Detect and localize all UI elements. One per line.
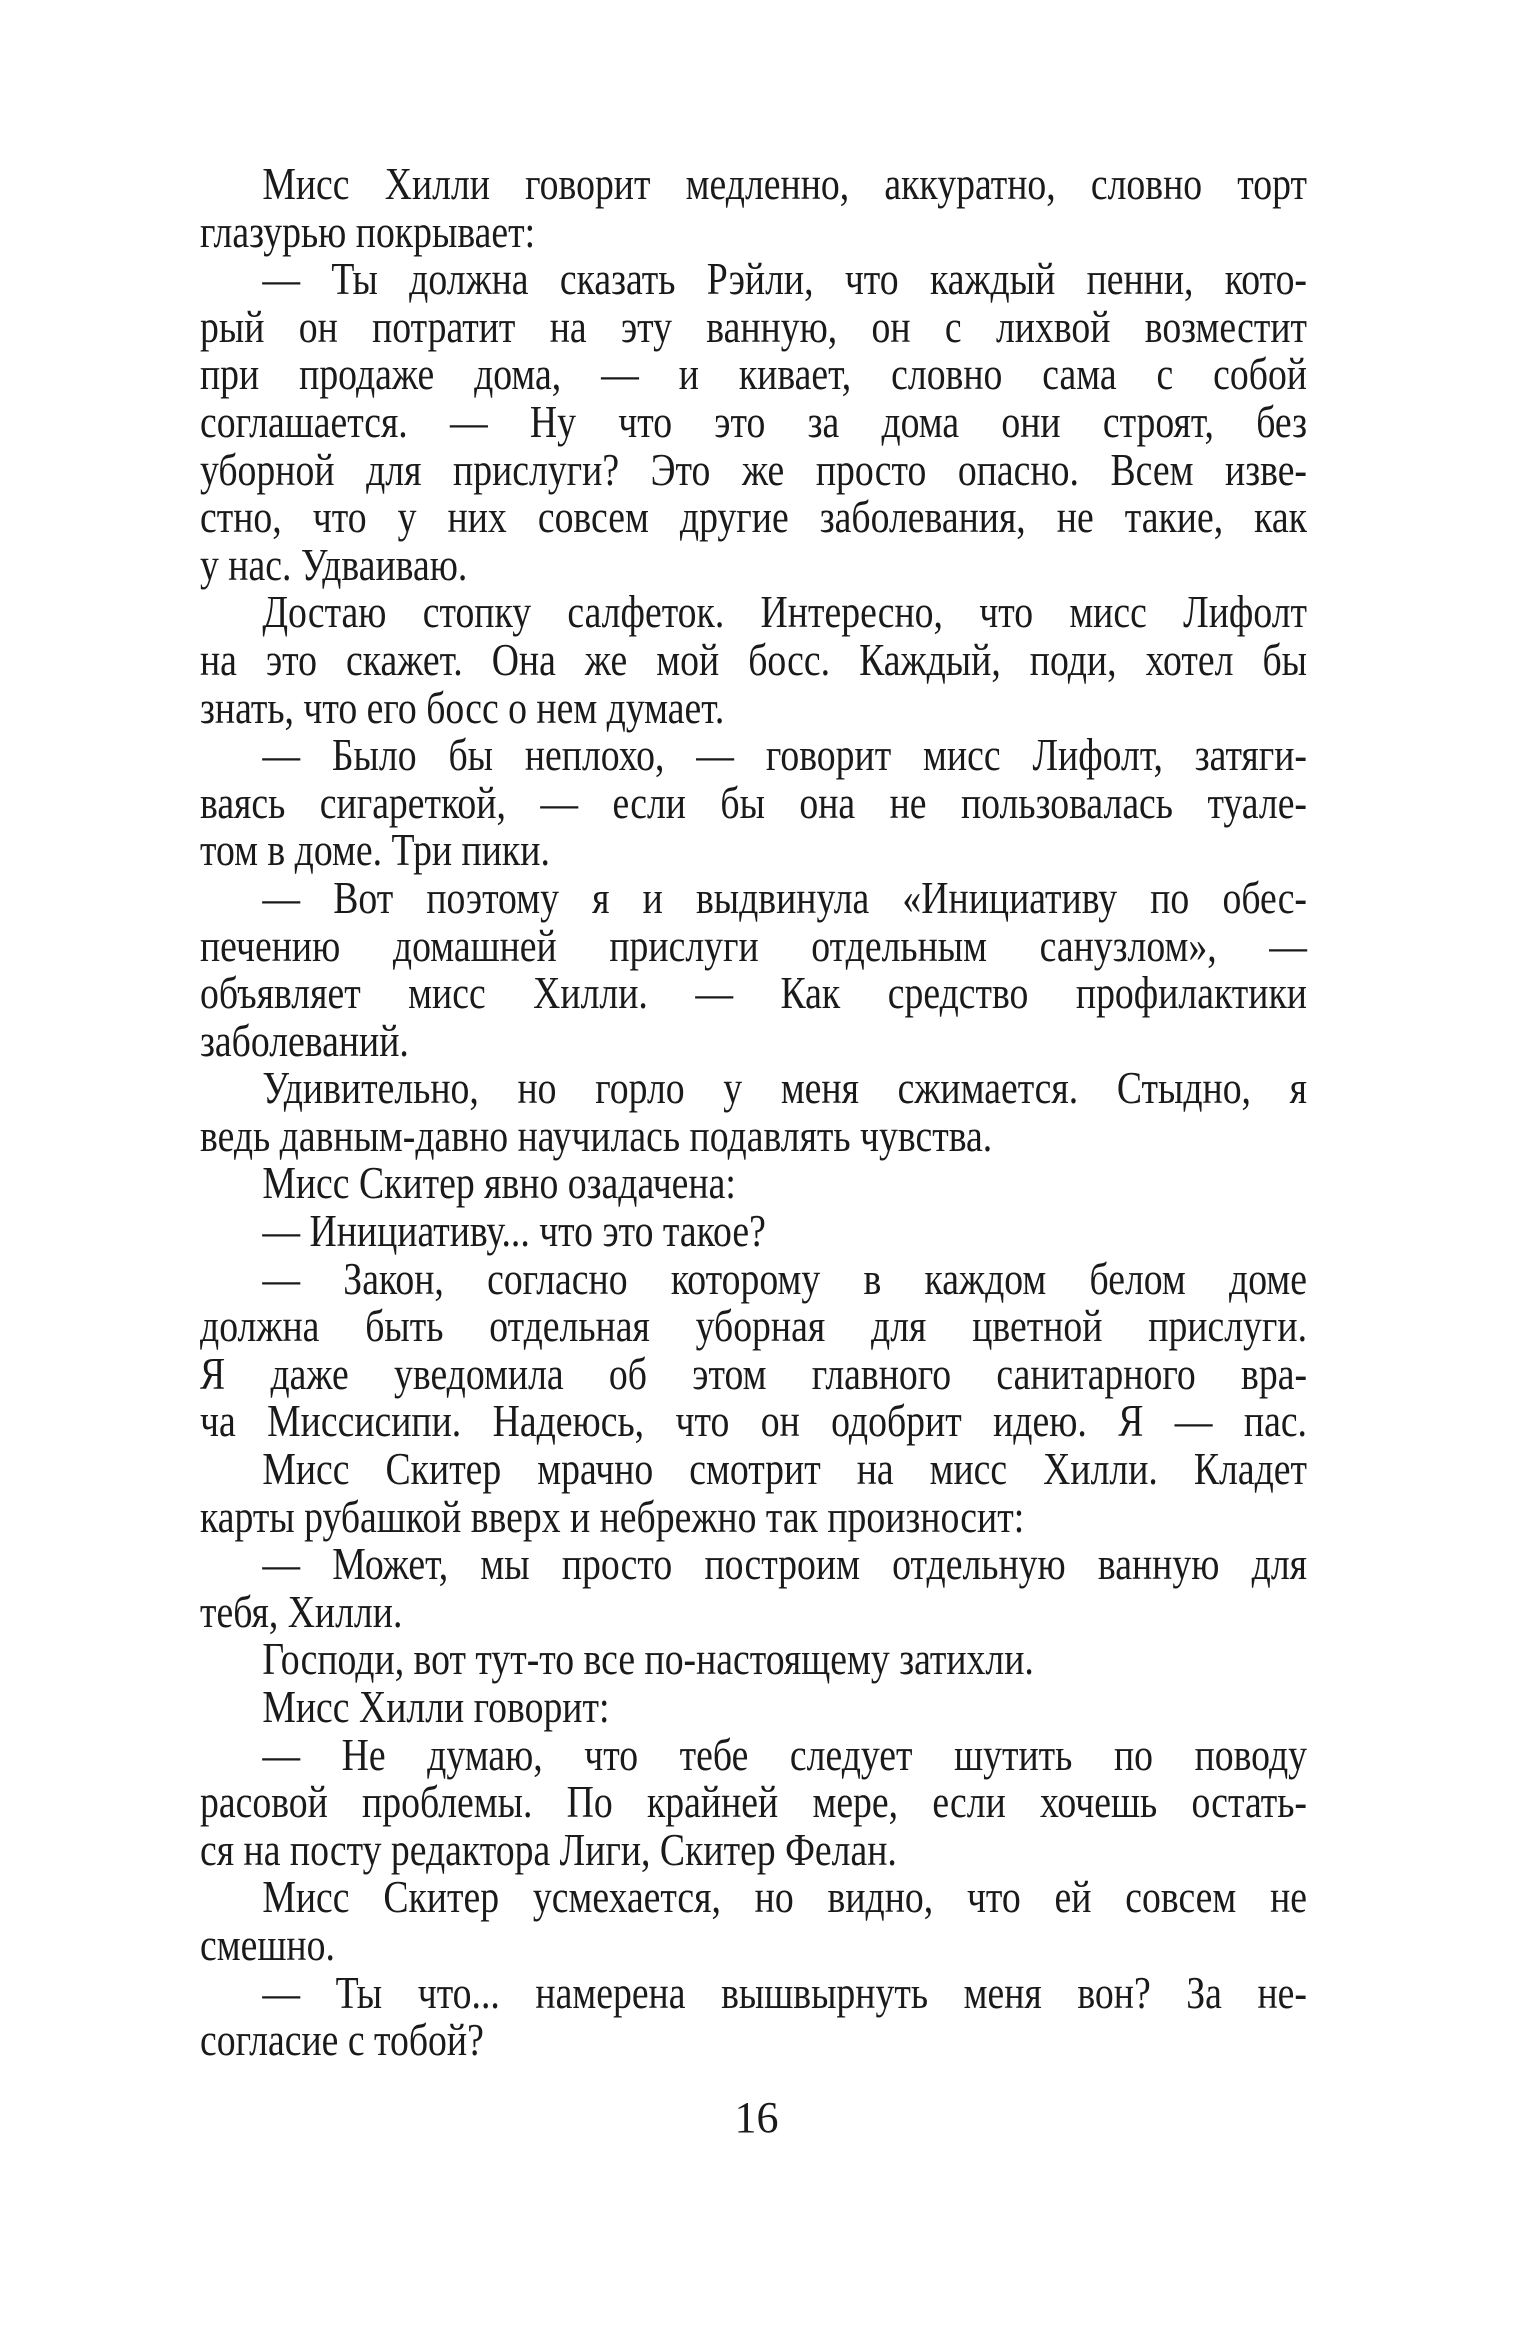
text-line: — Ты должна сказать Рэйли, что каждый пенни, кото- xyxy=(262,253,1307,305)
text-line: тебя, Хилли. xyxy=(200,1585,403,1637)
text-line: ся на посту редактора Лиги, Скитер Фелан. xyxy=(200,1823,897,1875)
page-number: 16 xyxy=(734,2093,779,2142)
text-line: Мисс Скитер явно озадачена: xyxy=(262,1157,736,1209)
text-line: глазурью покрывает: xyxy=(200,205,536,257)
text-line: ваясь сигареткой, — если бы она не пользовалась туале- xyxy=(200,776,1307,828)
text-line: расовой проблемы. По крайней мере, если хочешь остать- xyxy=(200,1776,1307,1828)
text-line: печению домашней прислуги отдельным санузлом», — xyxy=(200,919,1307,971)
text-line: заболеваний. xyxy=(200,1014,409,1066)
text-line: Мисс Хилли говорит: xyxy=(262,1681,610,1732)
text-line: ведь давным-давно научилась подавлять чувства. xyxy=(200,1109,993,1161)
text-line: Я даже уведомила об этом главного санитарного вра- xyxy=(200,1347,1307,1399)
text-line: — Закон, согласно которому в каждом белом доме xyxy=(262,1252,1307,1304)
text-line: соглашается. — Ну что это за дома они строят, без xyxy=(200,395,1307,447)
text-line: смешно. xyxy=(200,1918,335,1970)
text-line: карты рубашкой вверх и небрежно так произносит: xyxy=(200,1490,1025,1542)
text-line: — Вот поэтому я и выдвинула «Инициативу по обес- xyxy=(262,871,1307,923)
text-line: Мисс Скитер мрачно смотрит на мисс Хилли. Кладет xyxy=(262,1443,1307,1495)
text-line: должна быть отдельная уборная для цветной прислуги. xyxy=(200,1300,1307,1352)
text-line: согласие с тобой? xyxy=(200,2014,484,2066)
text-line: на это скажет. Она же мой босс. Каждый, поди, хотел бы xyxy=(200,633,1307,685)
text-line: знать, что его босс о нем думает. xyxy=(200,681,725,733)
text-line: Господи, вот тут-то все по-настоящему затихли. xyxy=(262,1633,1034,1685)
body-text xyxy=(200,160,1307,2064)
text-line: — Инициативу... что это такое? xyxy=(262,1205,766,1257)
text-line: Достаю стопку салфеток. Интересно, что мисс Лифолт xyxy=(262,586,1307,638)
text-line: — Не думаю, что тебе следует шутить по поводу xyxy=(262,1728,1307,1780)
text-line: уборной для прислуги? Это же просто опасно. Всем изве- xyxy=(200,443,1307,495)
text-line: Мисс Скитер усмехается, но видно, что ей совсем не xyxy=(262,1871,1307,1923)
text-line: рый он потратит на эту ванную, он с лихвой возместит xyxy=(200,300,1307,352)
text-line: при продаже дома, — и кивает, словно сама с собой xyxy=(200,348,1307,400)
text-line: том в доме. Три пики. xyxy=(200,824,550,876)
text-line: стно, что у них совсем другие заболевания, не такие, как xyxy=(200,491,1307,543)
text-line: Мисс Хилли говорит медленно, аккуратно, словно торт xyxy=(262,158,1307,209)
text-line: у нас. Удваиваю. xyxy=(200,538,468,590)
text-line: — Ты что... намерена вышвырнуть меня вон? За не- xyxy=(262,1966,1307,2018)
text-line: Удивительно, но горло у меня сжимается. Стыдно, я xyxy=(262,1062,1307,1114)
text-line: объявляет мисс Хилли. — Как средство профилактики xyxy=(200,967,1307,1019)
text-line: — Может, мы просто построим отдельную ванную для xyxy=(262,1538,1307,1590)
text-line: — Было бы неплохо, — говорит мисс Лифолт, затяги- xyxy=(262,729,1307,781)
text-line: ча Миссисипи. Надеюсь, что он одобрит идею. Я — пас. xyxy=(200,1395,1307,1447)
